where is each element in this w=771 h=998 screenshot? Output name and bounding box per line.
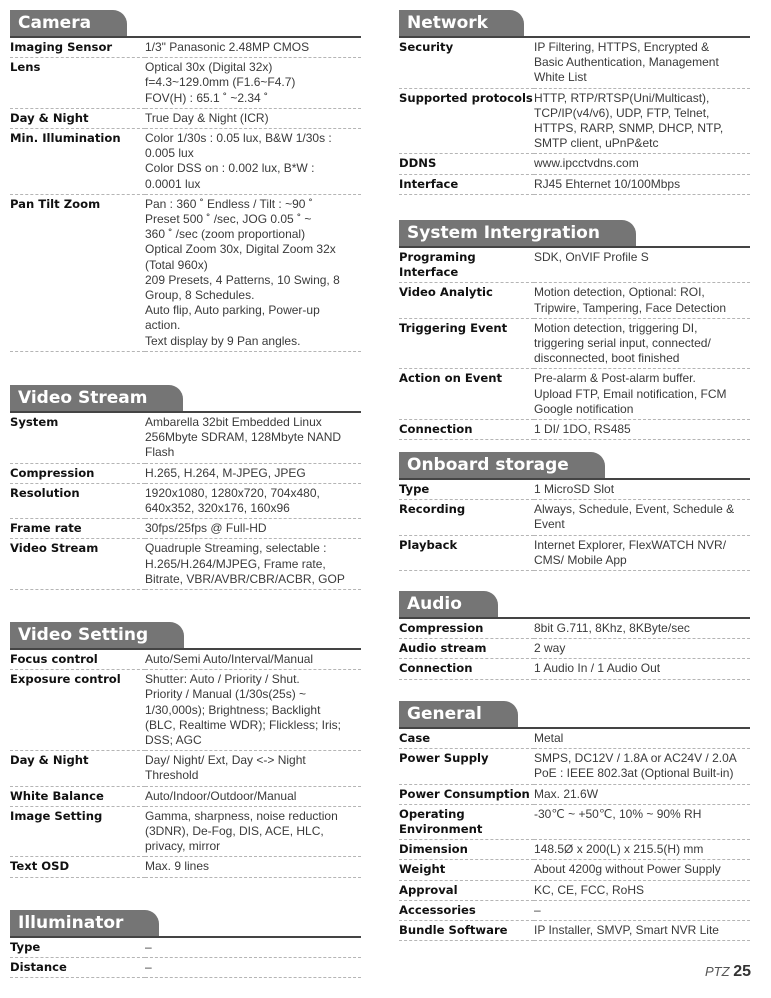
spec-row (399, 921, 750, 941)
spec-key: Day & Night (10, 108, 145, 128)
section-title: Network (399, 10, 524, 36)
spec-key: Programing Interface (399, 248, 534, 283)
spec-key: Power Supply (399, 749, 534, 784)
spec-row (10, 108, 361, 128)
spec-value: – (145, 958, 361, 978)
spec-key: Case (399, 729, 534, 749)
section-title: System Intergration (399, 220, 636, 246)
section-title: Illuminator (10, 910, 159, 936)
spec-key: Day & Night (10, 751, 145, 786)
spec-value: Motion detection, triggering DI, triggering serial input, connected/ disconnected, boot finished (534, 318, 750, 369)
spec-row (399, 860, 750, 880)
spec-key: Compression (10, 463, 145, 483)
spec-key: Video Analytic (399, 283, 534, 318)
spec-value: RJ45 Ehternet 10/100Mbps (534, 174, 750, 194)
spec-row (399, 154, 750, 174)
spec-table (10, 413, 361, 590)
spec-key: Type (399, 480, 534, 500)
spec-value: Day/ Night/ Ext, Day <-> Night Threshold (145, 751, 361, 786)
spec-table (399, 729, 750, 941)
spec-row (399, 749, 750, 784)
spec-row (399, 729, 750, 749)
spec-value: – (534, 900, 750, 920)
spec-row (10, 129, 361, 195)
spec-value: 148.5Ø x 200(L) x 215.5(H) mm (534, 840, 750, 860)
spec-table (399, 38, 750, 195)
spec-value: True Day & Night (ICR) (145, 108, 361, 128)
spec-key: Focus control (10, 650, 145, 670)
spec-value: SDK, OnVIF Profile S (534, 248, 750, 283)
section-title: Audio (399, 591, 498, 617)
spec-row (399, 369, 750, 420)
spec-row (10, 650, 361, 670)
spec-value: Optical 30x (Digital 32x) f=4.3~129.0mm (F1.6~F4.7) FOV(H) : 65.1 ˚ ~2.34 ˚ (145, 58, 361, 109)
spec-row (10, 58, 361, 109)
spec-key: Action on Event (399, 369, 534, 420)
section-onboard-storage (399, 452, 750, 571)
section-general (399, 701, 750, 941)
spec-key: System (10, 413, 145, 463)
section-camera (10, 10, 361, 352)
spec-value: Pre-alarm & Post-alarm buffer. Upload FTP, Email notification, FCM Google notification (534, 369, 750, 420)
section-title: Video Setting (10, 622, 184, 648)
section-network (399, 10, 750, 195)
spec-key: Interface (399, 174, 534, 194)
spec-row (10, 938, 361, 958)
spec-row (399, 480, 750, 500)
spec-row (399, 318, 750, 369)
spec-value: Internet Explorer, FlexWATCH NVR/ CMS/ Mobile App (534, 535, 750, 570)
spec-row (399, 500, 750, 535)
spec-key: Bundle Software (399, 921, 534, 941)
spec-value: – (145, 938, 361, 958)
spec-key: Lens (10, 58, 145, 109)
spec-row (399, 880, 750, 900)
spec-key: Type (10, 938, 145, 958)
spec-value: 8bit G.711, 8Khz, 8KByte/sec (534, 619, 750, 639)
spec-value: www.ipcctvdns.com (534, 154, 750, 174)
spec-value: IP Installer, SMVP, Smart NVR Lite (534, 921, 750, 941)
spec-row (10, 670, 361, 751)
spec-table (10, 650, 361, 878)
spec-value: 1 Audio In / 1 Audio Out (534, 659, 750, 679)
section-title: Video Stream (10, 385, 183, 411)
spec-key: Compression (399, 619, 534, 639)
spec-value: 1920x1080, 1280x720, 704x480, 640x352, 320x176, 160x96 (145, 483, 361, 518)
spec-key: Approval (399, 880, 534, 900)
spec-key: Text OSD (10, 857, 145, 877)
spec-row (10, 38, 361, 58)
spec-value: Shutter: Auto / Priority / Shut. Priority / Manual (1/30s(25s) ~ 1/30,000s); Brightness; Backlight (BLC, Realtime WDR); Flickless; Iris; DSS; AGC (145, 670, 361, 751)
spec-row (10, 806, 361, 857)
spec-value: HTTP, RTP/RTSP(Uni/Multicast), TCP/IP(v4/v6), UDP, FTP, Telnet, HTTPS, RARP, SNMP, DHCP, NTP, SMTP client, uPnP&etc (534, 88, 750, 154)
spec-row (399, 784, 750, 804)
spec-value: Auto/Indoor/Outdoor/Manual (145, 786, 361, 806)
spec-value: 1 DI/ 1DO, RS485 (534, 420, 750, 440)
spec-value: Always, Schedule, Event, Schedule & Event (534, 500, 750, 535)
spec-row (399, 900, 750, 920)
spec-key: Exposure control (10, 670, 145, 751)
spec-row (10, 857, 361, 877)
spec-table (10, 38, 361, 352)
spec-row (10, 483, 361, 518)
spec-key: Audio stream (399, 639, 534, 659)
spec-row (399, 535, 750, 570)
spec-key: DDNS (399, 154, 534, 174)
spec-row (10, 786, 361, 806)
spec-key: Resolution (10, 483, 145, 518)
spec-key: Weight (399, 860, 534, 880)
spec-value: SMPS, DC12V / 1.8A or AC24V / 2.0A PoE : IEEE 802.3at (Optional Built-in) (534, 749, 750, 784)
spec-key: Operating Environment (399, 804, 534, 839)
spec-row (10, 194, 361, 351)
spec-key: Imaging Sensor (10, 38, 145, 58)
section-illuminator (10, 910, 361, 978)
page-number: 25 (733, 963, 751, 980)
spec-row (10, 958, 361, 978)
spec-key: Image Setting (10, 806, 145, 857)
spec-value: About 4200g without Power Supply (534, 860, 750, 880)
spec-key: Distance (10, 958, 145, 978)
spec-value: Max. 9 lines (145, 857, 361, 877)
section-title: Camera (10, 10, 127, 36)
spec-key: Video Stream (10, 539, 145, 590)
spec-key: Playback (399, 535, 534, 570)
spec-row (399, 639, 750, 659)
spec-value: Auto/Semi Auto/Interval/Manual (145, 650, 361, 670)
section-video-stream (10, 385, 361, 590)
section-audio (399, 591, 750, 680)
spec-table (399, 480, 750, 571)
spec-row (399, 174, 750, 194)
spec-value: 1 MicroSD Slot (534, 480, 750, 500)
spec-value: IP Filtering, HTTPS, Encrypted & Basic Authentication, Management White List (534, 38, 750, 88)
spec-value: Metal (534, 729, 750, 749)
spec-value: Max. 21.6W (534, 784, 750, 804)
spec-row (399, 840, 750, 860)
spec-value: Motion detection, Optional: ROI, Tripwire, Tampering, Face Detection (534, 283, 750, 318)
spec-row (399, 283, 750, 318)
spec-key: Connection (399, 420, 534, 440)
section-title: Onboard storage (399, 452, 605, 478)
footer-label: PTZ (705, 964, 730, 979)
section-system-integration (399, 220, 750, 440)
section-video-setting (10, 622, 361, 878)
spec-key: Supported protocols (399, 88, 534, 154)
spec-key: Dimension (399, 840, 534, 860)
spec-key: Power Consumption (399, 784, 534, 804)
spec-value: -30℃ ~ +50℃, 10% ~ 90% RH (534, 804, 750, 839)
spec-table (399, 248, 750, 440)
spec-row (10, 463, 361, 483)
spec-value: KC, CE, FCC, RoHS (534, 880, 750, 900)
spec-key: Accessories (399, 900, 534, 920)
spec-row (399, 619, 750, 639)
spec-row (399, 248, 750, 283)
spec-value: H.265, H.264, M-JPEG, JPEG (145, 463, 361, 483)
spec-row (10, 751, 361, 786)
spec-key: White Balance (10, 786, 145, 806)
spec-row (399, 38, 750, 88)
spec-row (399, 420, 750, 440)
spec-table (10, 938, 361, 978)
page-footer (705, 963, 751, 981)
spec-row (10, 539, 361, 590)
spec-key: Connection (399, 659, 534, 679)
spec-key: Min. Illumination (10, 129, 145, 195)
spec-row (10, 413, 361, 463)
spec-value: Quadruple Streaming, selectable : H.265/H.264/MJPEG, Frame rate, Bitrate, VBR/AVBR/CBR/ACBR, GOP (145, 539, 361, 590)
spec-key: Security (399, 38, 534, 88)
spec-key: Recording (399, 500, 534, 535)
spec-table (399, 619, 750, 680)
spec-value: 2 way (534, 639, 750, 659)
spec-value: 1/3" Panasonic 2.48MP CMOS (145, 38, 361, 58)
spec-row (10, 519, 361, 539)
spec-value: Gamma, sharpness, noise reduction (3DNR), De-Fog, DIS, ACE, HLC, privacy, mirror (145, 806, 361, 857)
spec-key: Triggering Event (399, 318, 534, 369)
spec-value: Ambarella 32bit Embedded Linux 256Mbyte SDRAM, 128Mbyte NAND Flash (145, 413, 361, 463)
spec-key: Pan Tilt Zoom (10, 194, 145, 351)
spec-row (399, 659, 750, 679)
spec-row (399, 804, 750, 839)
section-title: General (399, 701, 518, 727)
spec-value: 30fps/25fps @ Full-HD (145, 519, 361, 539)
spec-value: Color 1/30s : 0.05 lux, B&W 1/30s : 0.005 lux Color DSS on : 0.002 lux, B*W : 0.0001 lux (145, 129, 361, 195)
spec-row (399, 88, 750, 154)
spec-value: Pan : 360 ˚ Endless / Tilt : ~90 ˚ Preset 500 ˚ /sec, JOG 0.05 ˚ ~ 360 ˚ /sec (zoom proportional) Optical Zoom 30x, Digital Zoom 32x (Total 960x) 209 Presets, 4 Patterns, 10 Swing, 8 Group, 8 Schedules. Auto flip, Auto parking, Power-up action. Text display by 9 Pan angles. (145, 194, 361, 351)
spec-key: Frame rate (10, 519, 145, 539)
